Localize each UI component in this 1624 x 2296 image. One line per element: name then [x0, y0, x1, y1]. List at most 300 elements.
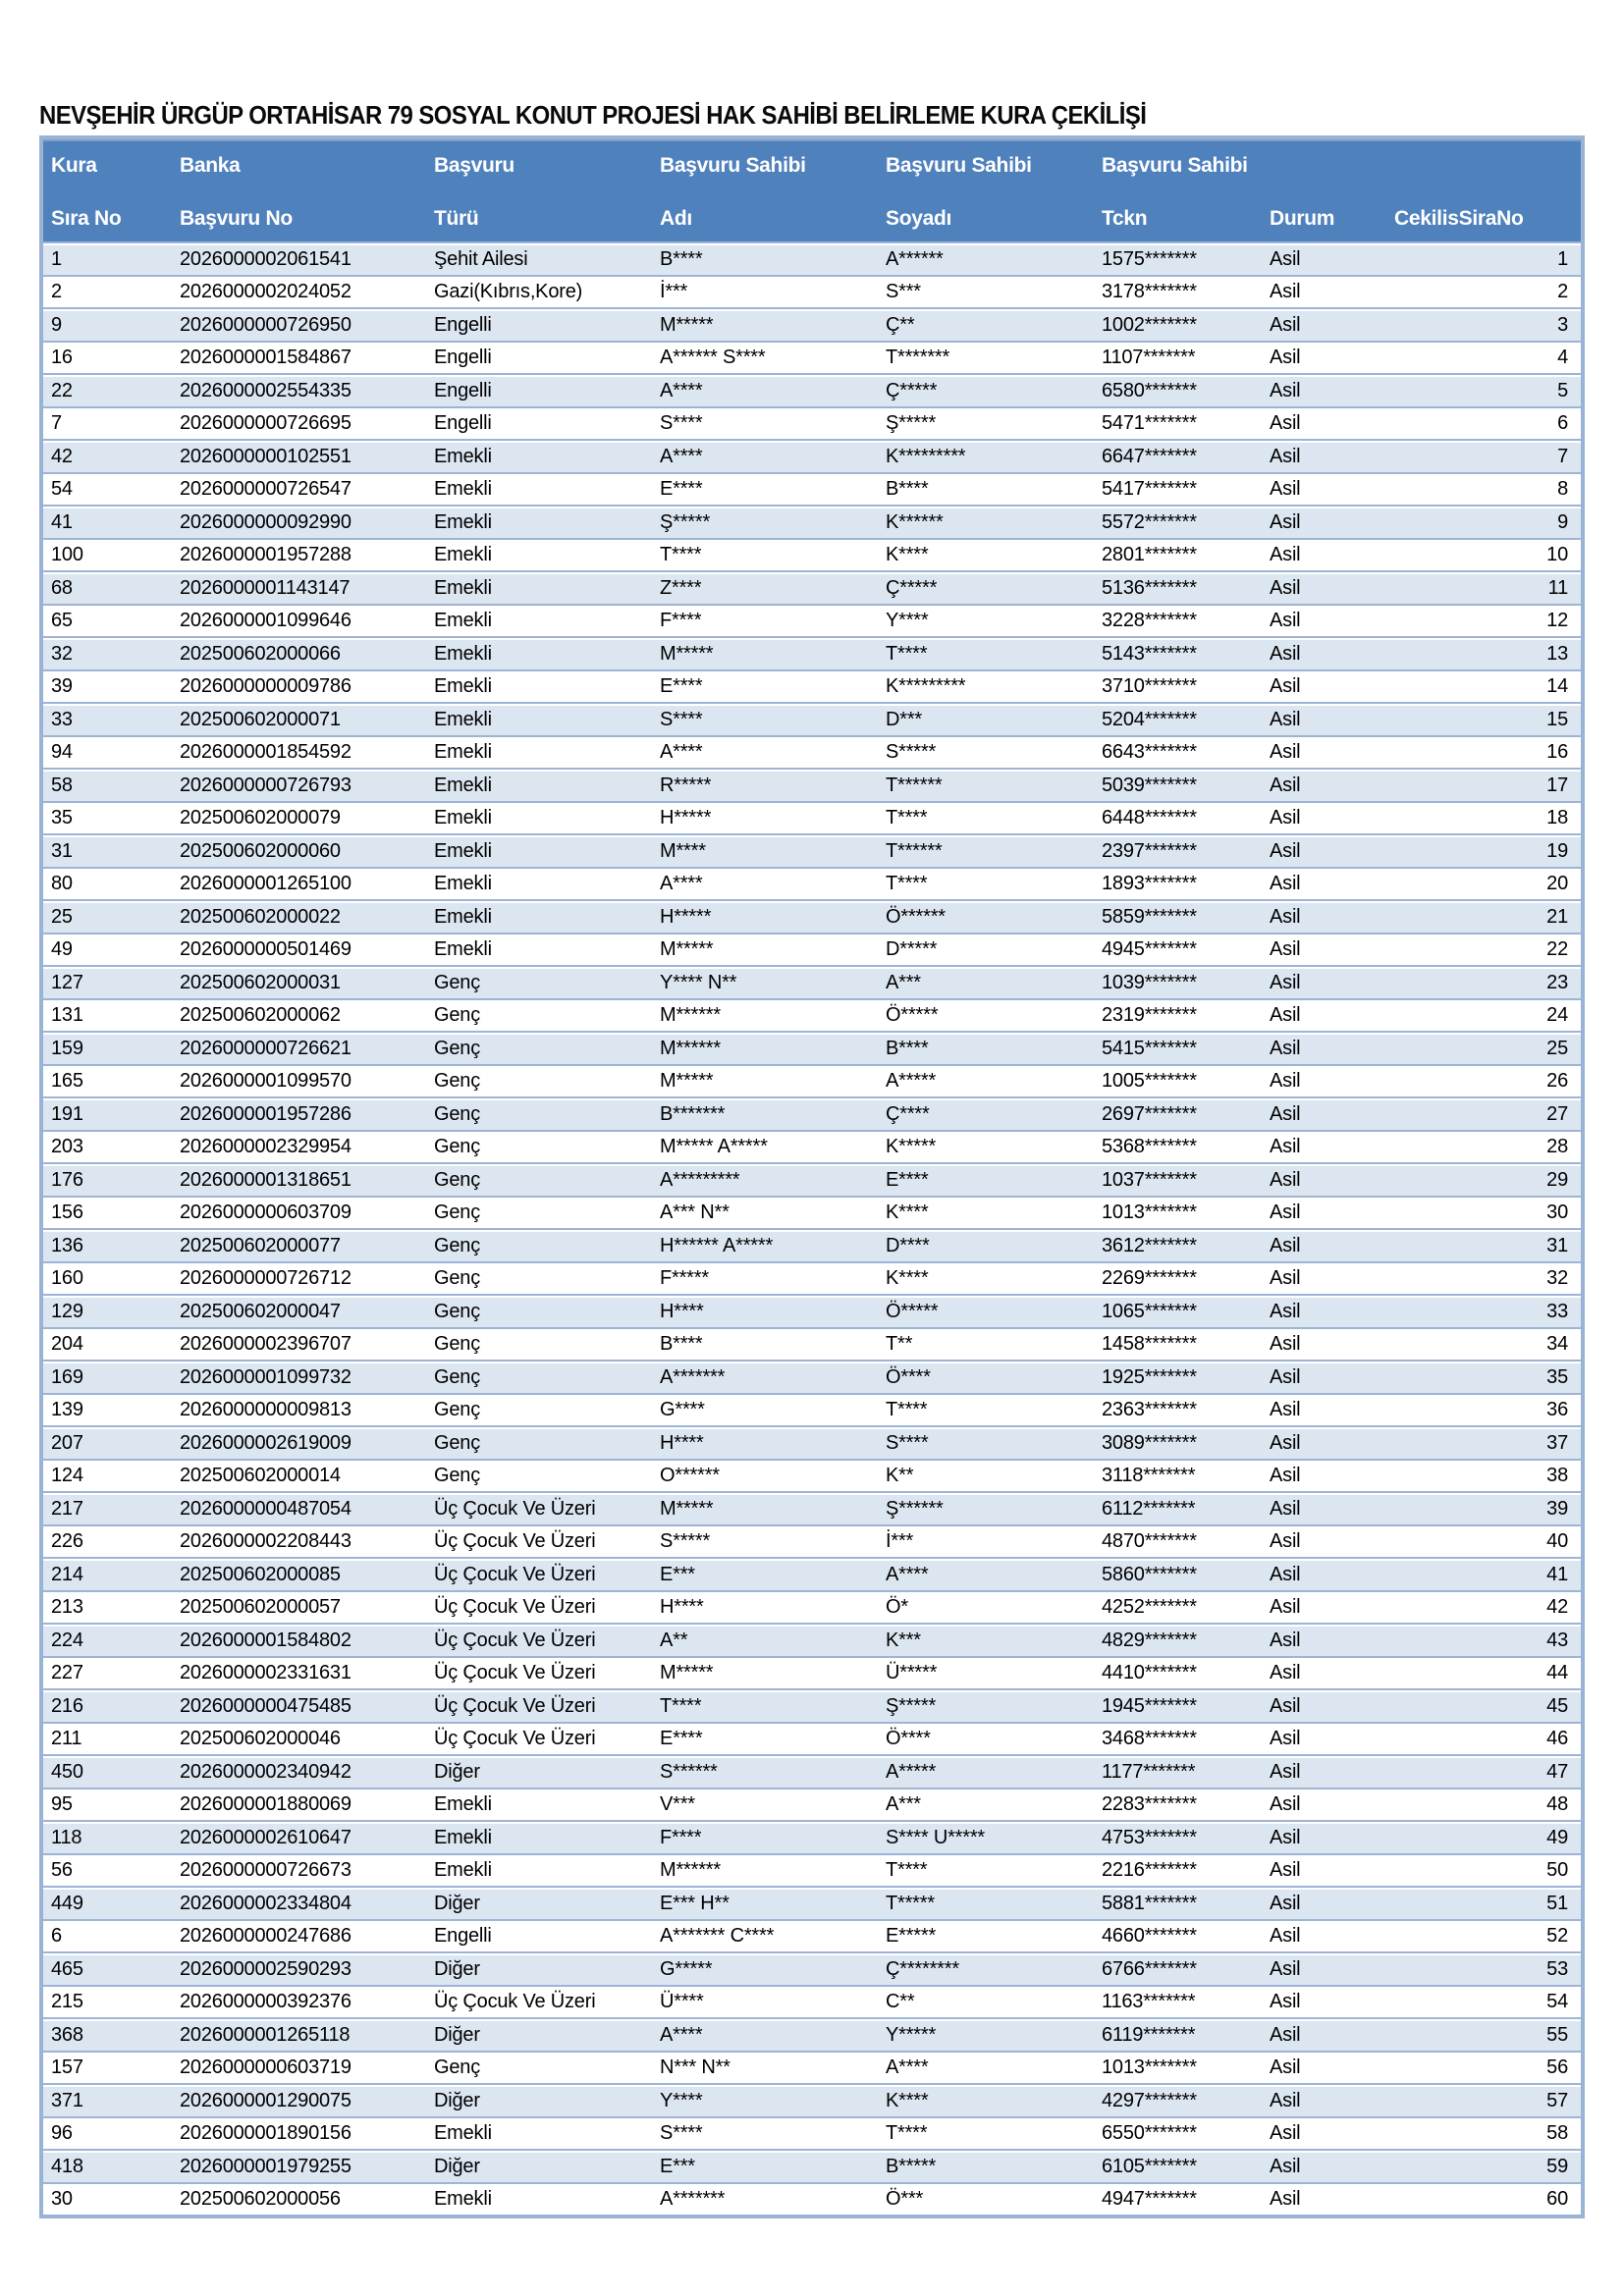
table-row: [43, 801, 1581, 834]
table-cell: 156: [51, 1201, 83, 1224]
table-cell: Asil: [1270, 1234, 1301, 1256]
table-row: [43, 1096, 1581, 1130]
table-cell: A*******: [660, 1365, 726, 1388]
table-cell: B****: [660, 247, 703, 270]
table-cell: Asil: [1270, 2056, 1301, 2079]
table-cell: 5368*******: [1102, 1136, 1197, 1158]
table-cell: 21: [1546, 905, 1568, 928]
table-cell: 3089*******: [1102, 1431, 1197, 1454]
table-cell: 202500602000056: [180, 2188, 341, 2211]
table-cell: 55: [1546, 2023, 1568, 2046]
table-cell: Asil: [1270, 1826, 1301, 1848]
table-cell: 207: [51, 1431, 83, 1454]
page-title: NEVŞEHİR ÜRGÜP ORTAHİSAR 79 SOSYAL KONUT PROJESİ HAK SAHİBİ BELİRLEME KURA ÇEKİLİŞİ: [39, 100, 1147, 130]
table-cell: 4: [1557, 347, 1568, 369]
header-banka-basvuru-no: [172, 154, 426, 231]
lottery-results-table: [39, 135, 1585, 2218]
table-cell: 42: [51, 445, 73, 467]
table-cell: 37: [1546, 1431, 1568, 1454]
table-cell: K****: [886, 1201, 929, 1224]
table-cell: A****: [886, 1563, 929, 1585]
table-cell: 176: [51, 1168, 83, 1191]
table-cell: 6: [1557, 412, 1568, 435]
header-line1: Başvuru: [434, 154, 514, 177]
table-cell: 2026000001584867: [180, 347, 352, 369]
table-cell: Emekli: [434, 774, 492, 796]
table-cell: Emekli: [434, 1793, 492, 1816]
table-cell: 203: [51, 1136, 83, 1158]
table-cell: 5204*******: [1102, 708, 1197, 730]
table-cell: Asil: [1270, 2023, 1301, 2046]
table-cell: A****: [660, 379, 703, 401]
table-cell: 465: [51, 1957, 83, 1980]
table-cell: Asil: [1270, 1892, 1301, 1914]
table-row: [43, 899, 1581, 933]
table-cell: G*****: [660, 1957, 713, 1980]
table-row: [43, 570, 1581, 604]
table-cell: 157: [51, 2056, 83, 2079]
table-cell: D****: [886, 1234, 930, 1256]
table-cell: Emekli: [434, 510, 492, 533]
table-cell: 6119*******: [1102, 2023, 1196, 2046]
table-cell: 1065*******: [1102, 1300, 1197, 1322]
table-cell: 6643*******: [1102, 741, 1197, 764]
header-line2: Başvuru No: [180, 207, 293, 230]
table-cell: A******: [886, 247, 944, 270]
table-cell: Üç Çocuk Ve Üzeri: [434, 1530, 596, 1553]
table-cell: Y**** N**: [660, 971, 737, 993]
header-line2: Sıra No: [51, 207, 122, 230]
table-cell: 46: [1546, 1728, 1568, 1750]
table-cell: 31: [1546, 1234, 1568, 1256]
header-line1: Başvuru Sahibi: [886, 154, 1032, 177]
table-cell: 202500602000014: [180, 1465, 341, 1487]
table-cell: 5415*******: [1102, 1037, 1197, 1059]
table-cell: 5860*******: [1102, 1563, 1197, 1585]
table-cell: Ş*****: [886, 412, 937, 435]
table-cell: Emekli: [434, 1859, 492, 1882]
table-cell: 2026000001854592: [180, 741, 352, 764]
table-cell: 2397*******: [1102, 839, 1197, 862]
table-row: [43, 2017, 1581, 2051]
table-cell: 2216*******: [1102, 1859, 1197, 1882]
table-cell: F****: [660, 610, 702, 632]
table-cell: 2026000002590293: [180, 1957, 352, 1980]
table-cell: Üç Çocuk Ve Üzeri: [434, 1563, 596, 1585]
table-cell: Asil: [1270, 1957, 1301, 1980]
table-cell: Asil: [1270, 1201, 1301, 1224]
table-cell: 4870*******: [1102, 1530, 1197, 1553]
table-cell: 45: [1546, 1694, 1568, 1717]
table-cell: E*** H**: [660, 1892, 730, 1914]
table-row: [43, 1294, 1581, 1327]
table-cell: K*********: [886, 445, 966, 467]
table-cell: 96: [51, 2122, 73, 2145]
table-cell: 224: [51, 1629, 83, 1651]
table-cell: 48: [1546, 1793, 1568, 1816]
table-cell: 32: [51, 642, 73, 665]
table-cell: 7: [1557, 445, 1568, 467]
table-cell: Asil: [1270, 1859, 1301, 1882]
table-cell: 2026000002610647: [180, 1826, 352, 1848]
table-cell: M******: [660, 1037, 721, 1059]
table-cell: Ü****: [660, 1991, 704, 2013]
table-cell: 2026000001584802: [180, 1629, 352, 1651]
table-cell: 418: [51, 2155, 83, 2177]
table-cell: 2026000000726950: [180, 313, 352, 336]
table-cell: Genç: [434, 1037, 481, 1059]
table-cell: M*****: [660, 642, 714, 665]
table-cell: C**: [886, 1991, 915, 2013]
table-cell: Ç********: [886, 1957, 959, 1980]
table-cell: S***: [886, 281, 921, 303]
header-line2: CekilisSiraNo: [1394, 207, 1524, 230]
table-cell: O******: [660, 1465, 720, 1487]
header-line1: Kura: [51, 154, 97, 177]
table-cell: 11: [1547, 576, 1568, 599]
table-cell: Genç: [434, 1136, 481, 1158]
table-cell: 25: [1546, 1037, 1568, 1059]
table-cell: B****: [886, 478, 929, 501]
table-row: [43, 1853, 1581, 1887]
table-cell: K****: [886, 2089, 929, 2111]
table-cell: 54: [1546, 1991, 1568, 2013]
table-row: [43, 2182, 1581, 2216]
table-row: [43, 2116, 1581, 2150]
table-row: [43, 1754, 1581, 1788]
table-cell: 2026000002024052: [180, 281, 352, 303]
table-cell: 15: [1546, 708, 1568, 730]
table-cell: Asil: [1270, 1793, 1301, 1816]
table-cell: S******: [660, 1760, 718, 1783]
table-cell: Asil: [1270, 544, 1301, 566]
table-cell: 26: [1546, 1070, 1568, 1093]
table-cell: G****: [660, 1399, 705, 1421]
table-cell: 202500602000047: [180, 1300, 341, 1322]
table-row: [43, 1985, 1581, 2018]
table-cell: Asil: [1270, 2089, 1301, 2111]
table-cell: S****: [660, 2122, 703, 2145]
table-cell: Y*****: [886, 2023, 937, 2046]
table-cell: 4660*******: [1102, 1925, 1197, 1948]
table-cell: 129: [51, 1300, 83, 1322]
table-cell: 36: [1546, 1399, 1568, 1421]
table-cell: 16: [1546, 741, 1568, 764]
table-cell: 1575*******: [1102, 247, 1197, 270]
table-cell: 2801*******: [1102, 544, 1197, 566]
table-cell: 2026000000726621: [180, 1037, 352, 1059]
table-cell: Diğer: [434, 1760, 480, 1783]
table-row: [43, 241, 1581, 275]
header-line2: Adı: [660, 207, 692, 230]
table-cell: 211: [51, 1728, 82, 1750]
table-cell: 44: [1546, 1662, 1568, 1684]
table-cell: M*****: [660, 938, 714, 961]
table-cell: Asil: [1270, 1694, 1301, 1717]
table-header: [43, 139, 1581, 241]
header-basvuru-sahibi-soyadi: [878, 154, 1094, 231]
table-cell: Asil: [1270, 642, 1301, 665]
table-cell: 20: [1546, 873, 1568, 895]
table-cell: 202500602000057: [180, 1596, 341, 1619]
table-cell: H****: [660, 1300, 704, 1322]
table-row: [43, 505, 1581, 538]
table-cell: 2026000001265100: [180, 873, 352, 895]
table-cell: 54: [51, 478, 73, 501]
table-row: [43, 1261, 1581, 1295]
table-cell: Asil: [1270, 1662, 1301, 1684]
table-cell: Emekli: [434, 873, 492, 895]
table-cell: 6105*******: [1102, 2155, 1197, 2177]
table-cell: 159: [51, 1037, 83, 1059]
table-cell: Genç: [434, 1201, 481, 1224]
table-cell: 2026000000603719: [180, 2056, 352, 2079]
table-cell: 1002*******: [1102, 313, 1197, 336]
table-cell: N*** N**: [660, 2056, 731, 2079]
table-cell: Asil: [1270, 708, 1301, 730]
table-cell: Asil: [1270, 610, 1301, 632]
table-cell: Engelli: [434, 379, 492, 401]
table-cell: Emekli: [434, 576, 492, 599]
header-cekilis-sira-no: [1386, 154, 1581, 231]
table-cell: 35: [1546, 1365, 1568, 1388]
table-row: [43, 1656, 1581, 1689]
header-kura-sira-no: [43, 154, 172, 231]
table-cell: 202500602000071: [180, 708, 341, 730]
table-cell: Şehit Ailesi: [434, 247, 528, 270]
table-cell: T****: [660, 544, 702, 566]
table-cell: 94: [51, 741, 73, 764]
table-cell: Asil: [1270, 1925, 1301, 1948]
table-cell: 42: [1546, 1596, 1568, 1619]
table-cell: B*****: [886, 2155, 937, 2177]
table-cell: 60: [1546, 2188, 1568, 2211]
table-cell: Asil: [1270, 347, 1301, 369]
table-cell: 1: [51, 247, 62, 270]
table-cell: 2026000000102551: [180, 445, 352, 467]
table-cell: 24: [1546, 1004, 1568, 1027]
table-cell: Asil: [1270, 1168, 1301, 1191]
table-cell: 5471*******: [1102, 412, 1197, 435]
table-cell: 2026000002340942: [180, 1760, 352, 1783]
table-cell: Asil: [1270, 1728, 1301, 1750]
table-cell: Asil: [1270, 905, 1301, 928]
table-row: [43, 2083, 1581, 2116]
table-cell: 52: [1546, 1925, 1568, 1948]
table-cell: 5859*******: [1102, 905, 1197, 928]
table-cell: 2026000000009786: [180, 675, 352, 698]
table-cell: Ç*****: [886, 576, 938, 599]
table-cell: 2026000002334804: [180, 1892, 352, 1914]
table-cell: 2026000001890156: [180, 2122, 352, 2145]
table-cell: T****: [886, 873, 928, 895]
table-cell: 3710*******: [1102, 675, 1197, 698]
table-cell: 1893*******: [1102, 873, 1197, 895]
table-cell: 5136*******: [1102, 576, 1197, 599]
table-cell: Asil: [1270, 2188, 1301, 2211]
table-cell: 2026000000726712: [180, 1267, 352, 1290]
table-cell: S*****: [886, 741, 937, 764]
table-cell: Asil: [1270, 1465, 1301, 1487]
table-cell: M******: [660, 1004, 721, 1027]
table-cell: 226: [51, 1530, 83, 1553]
table-cell: 35: [51, 807, 73, 829]
table-cell: Asil: [1270, 971, 1301, 993]
table-cell: D***: [886, 708, 922, 730]
table-cell: Asil: [1270, 741, 1301, 764]
table-row: [43, 1820, 1581, 1853]
table-cell: 49: [51, 938, 73, 961]
table-row: [43, 965, 1581, 998]
table-cell: 56: [51, 1859, 73, 1882]
table-row: [43, 1459, 1581, 1492]
table-cell: 30: [1546, 1201, 1568, 1224]
table-cell: 58: [1546, 2122, 1568, 2145]
table-cell: 2026000000726547: [180, 478, 352, 501]
table-cell: Engelli: [434, 412, 492, 435]
table-cell: Y****: [886, 610, 929, 632]
table-cell: Y****: [660, 2089, 703, 2111]
table-cell: 13: [1546, 642, 1568, 665]
table-cell: 19: [1546, 839, 1568, 862]
table-cell: 29: [1546, 1168, 1568, 1191]
table-cell: 3228*******: [1102, 610, 1197, 632]
table-cell: Genç: [434, 1168, 481, 1191]
table-cell: K******: [886, 510, 944, 533]
table-cell: 22: [51, 379, 73, 401]
table-cell: 6647*******: [1102, 445, 1197, 467]
table-cell: Asil: [1270, 510, 1301, 533]
table-cell: Ü*****: [886, 1662, 938, 1684]
table-cell: 65: [51, 610, 73, 632]
table-cell: Engelli: [434, 313, 492, 336]
table-cell: 2026000000726695: [180, 412, 352, 435]
table-cell: B*******: [660, 1102, 726, 1125]
table-cell: 216: [51, 1694, 83, 1717]
table-cell: 124: [51, 1465, 83, 1487]
table-cell: Asil: [1270, 774, 1301, 796]
table-cell: 139: [51, 1399, 83, 1421]
table-cell: M*****: [660, 1662, 714, 1684]
table-cell: H****: [660, 1596, 704, 1619]
table-cell: İ***: [886, 1530, 914, 1553]
table-cell: A*******: [660, 2188, 726, 2211]
table-cell: 2026000001318651: [180, 1168, 352, 1191]
table-row: [43, 1327, 1581, 1361]
table-cell: S****: [660, 708, 703, 730]
table-cell: Genç: [434, 1267, 481, 1290]
table-cell: 2026000001880069: [180, 1793, 352, 1816]
table-cell: Üç Çocuk Ve Üzeri: [434, 1694, 596, 1717]
table-cell: 5417*******: [1102, 478, 1197, 501]
table-cell: Üç Çocuk Ve Üzeri: [434, 1596, 596, 1619]
table-cell: 47: [1546, 1760, 1568, 1783]
table-cell: 2026000000501469: [180, 938, 352, 961]
table-cell: Emekli: [434, 938, 492, 961]
table-cell: 6448*******: [1102, 807, 1197, 829]
table-cell: M*****: [660, 313, 714, 336]
table-cell: 2026000001143147: [180, 576, 351, 599]
table-cell: Asil: [1270, 873, 1301, 895]
table-cell: Asil: [1270, 478, 1301, 501]
table-cell: Asil: [1270, 247, 1301, 270]
table-row: [43, 1064, 1581, 1097]
table-cell: Genç: [434, 2056, 481, 2079]
table-cell: Ö******: [886, 905, 946, 928]
table-cell: 204: [51, 1333, 83, 1356]
table-cell: H*****: [660, 905, 712, 928]
table-cell: 202500602000077: [180, 1234, 341, 1256]
table-cell: E****: [660, 1728, 703, 1750]
table-cell: T****: [886, 642, 928, 665]
table-row: [43, 867, 1581, 900]
table-cell: Asil: [1270, 1431, 1301, 1454]
table-cell: H*****: [660, 807, 712, 829]
table-cell: Gazi(Kıbrıs,Kore): [434, 281, 583, 303]
table-cell: M*****: [660, 1497, 714, 1520]
table-cell: 2026000001099570: [180, 1070, 352, 1093]
table-cell: 34: [1546, 1333, 1568, 1356]
table-cell: Diğer: [434, 2089, 480, 2111]
table-cell: 2026000002329954: [180, 1136, 352, 1158]
table-cell: K****: [886, 1267, 929, 1290]
table-row: [43, 1788, 1581, 1821]
table-cell: Üç Çocuk Ve Üzeri: [434, 1497, 596, 1520]
table-cell: Emekli: [434, 807, 492, 829]
table-cell: 2026000000726673: [180, 1859, 352, 1882]
table-row: [43, 1623, 1581, 1656]
table-cell: 1107*******: [1102, 347, 1196, 369]
table-cell: Asil: [1270, 938, 1301, 961]
table-cell: 95: [51, 1793, 73, 1816]
table-cell: T*****: [886, 1892, 935, 1914]
table-cell: 2026000002619009: [180, 1431, 352, 1454]
table-cell: 22: [1546, 938, 1568, 961]
table-cell: 4829*******: [1102, 1629, 1197, 1651]
table-cell: 2026000002554335: [180, 379, 352, 401]
table-cell: Ö****: [886, 1365, 931, 1388]
table-cell: 202500602000060: [180, 839, 341, 862]
table-cell: 58: [51, 774, 73, 796]
table-cell: 41: [51, 510, 73, 533]
table-cell: A****** S****: [660, 347, 766, 369]
table-cell: Genç: [434, 1399, 481, 1421]
header-basvuru-sahibi-adi: [652, 154, 878, 231]
table-cell: S****: [886, 1431, 929, 1454]
table-cell: S**** U*****: [886, 1826, 985, 1848]
table-cell: Asil: [1270, 1070, 1301, 1093]
table-cell: A*****: [886, 1760, 937, 1783]
table-cell: Genç: [434, 1102, 481, 1125]
table-cell: 17: [1546, 774, 1568, 796]
table-cell: T******: [886, 774, 943, 796]
table-cell: 57: [1546, 2089, 1568, 2111]
table-row: [43, 1491, 1581, 1524]
table-cell: Asil: [1270, 807, 1301, 829]
table-cell: Asil: [1270, 1365, 1301, 1388]
table-cell: Asil: [1270, 313, 1301, 336]
table-cell: 33: [1546, 1300, 1568, 1322]
table-cell: 40: [1546, 1530, 1568, 1553]
table-row: [43, 1196, 1581, 1229]
table-row: [43, 636, 1581, 669]
table-cell: 5039*******: [1102, 774, 1197, 796]
table-cell: 32: [1546, 1267, 1568, 1290]
table-cell: 33: [51, 708, 73, 730]
table-cell: 5572*******: [1102, 510, 1197, 533]
table-cell: Emekli: [434, 610, 492, 632]
table-cell: M******: [660, 1859, 721, 1882]
